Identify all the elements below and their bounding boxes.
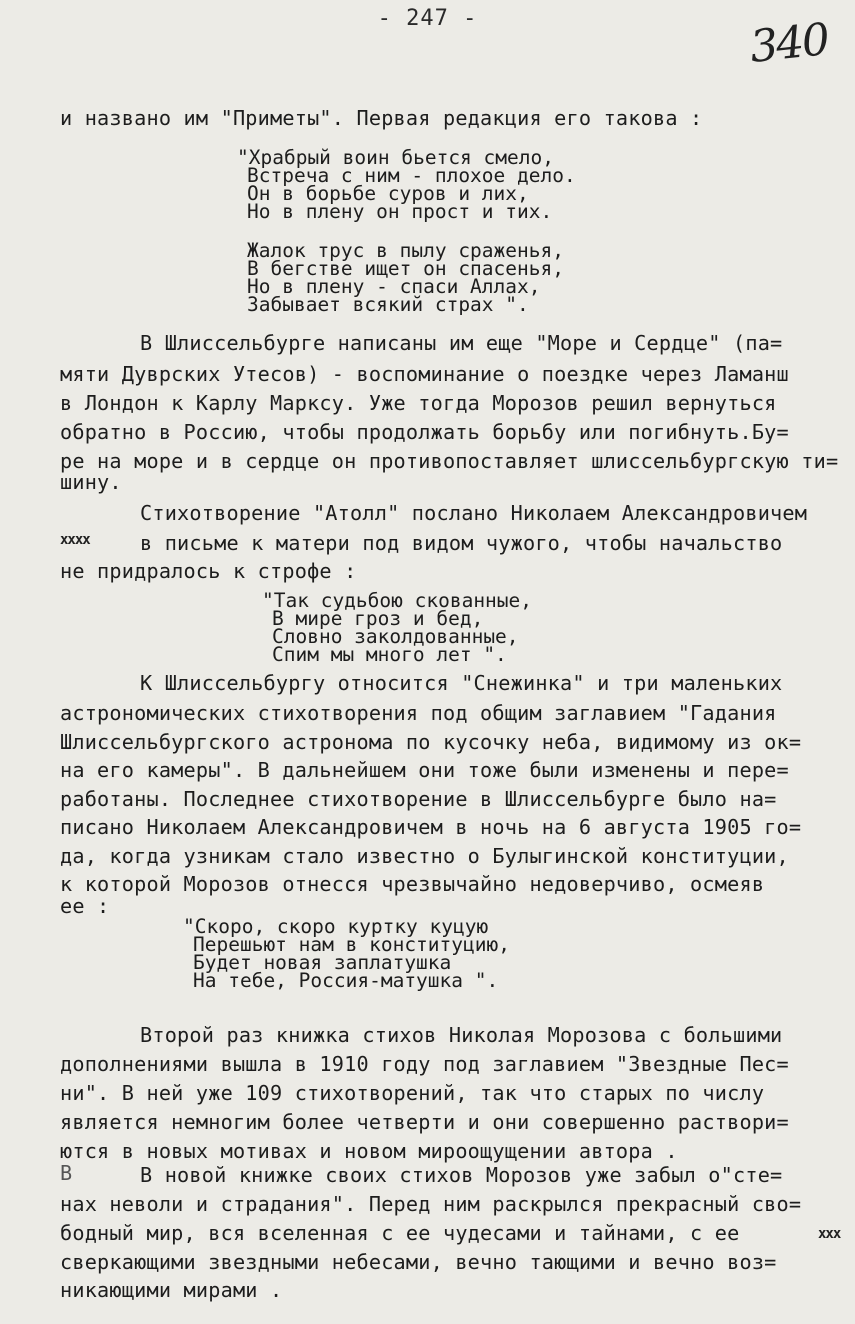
archive-number-handwritten: 340 — [747, 14, 831, 73]
text-line: шину. — [60, 470, 122, 494]
text-line: писано Николаем Александровичем в ночь на 6 августа 1905 го= — [60, 815, 802, 839]
text-line: в письме к матери под видом чужого, чтобы начальство — [140, 531, 783, 555]
text-line: работаны. Последнее стихотворение в Шлиссельбурге было на= — [60, 787, 777, 811]
text-line: бодный мир, вся вселенная с ее чудесами и тайнами, с ее — [60, 1221, 740, 1245]
text-line: Стихотворение "Атолл" послано Николаем Александровичем — [140, 501, 808, 525]
verse-line: Будет новая заплатушка — [193, 951, 452, 974]
text-line: обратно в Россию, чтобы продолжать борьбу или погибнуть.Бу= — [60, 420, 789, 444]
text-line: мяти Дуврских Утесов) - воспоминание о поездке через Ламанш — [60, 362, 789, 386]
text-line: не придралось к строфе : — [60, 559, 357, 583]
text-line: к которой Морозов отнесся чрезвычайно недоверчиво, осмеяв — [60, 872, 765, 896]
verse-line: Словно заколдованные, — [272, 625, 519, 648]
text-line: К Шлиссельбургу относится "Снежинка" и три маленьких — [140, 671, 783, 695]
text-line: никающими мирами . — [60, 1278, 283, 1302]
margin-note: В — [60, 1161, 73, 1185]
text-line: нах неволи и страдания". Перед ним раскрылся прекрасный сво= — [60, 1192, 802, 1216]
text-line: астрономических стихотворения под общим заглавием "Гадания — [60, 701, 777, 725]
verse-line: Он в борьбе суров и лих, — [247, 182, 529, 205]
verse-line: В бегстве ищет он спасенья, — [247, 257, 564, 280]
text-line: ются в новых мотивах и новом мироощущении автора . — [60, 1139, 678, 1163]
verse-line: Жалок трус в пылу сраженья, — [247, 239, 564, 262]
verse-line: В мире гроз и бед, — [272, 607, 484, 630]
verse-line: "Храбрый воин бьется смело, — [237, 146, 554, 169]
text-line: ее : — [60, 894, 110, 918]
verse-line: "Скоро, скоро куртку куцую — [183, 915, 489, 938]
text-line: сверкающими звездными небесами, вечно тающими и вечно воз= — [60, 1250, 777, 1274]
text-line: да, когда узникам стало известно о Булыгинской конституции, — [60, 844, 789, 868]
text-line: Второй раз книжка стихов Николая Морозова с большими — [140, 1023, 783, 1047]
text-line: В новой книжке своих стихов Морозов уже забыл о"сте= — [140, 1163, 783, 1187]
verse-line: Забывает всякий страх ". — [247, 293, 529, 316]
verse-line: Встреча с ним - плохое дело. — [247, 164, 576, 187]
text-line: и названо им "Приметы". Первая редакция его такова : — [60, 106, 703, 130]
text-line: Шлиссельбургского астронома по кусочку неба, видимому из ок= — [60, 730, 802, 754]
verse-line: Спим мы много лет ". — [272, 643, 507, 666]
text-line: В Шлиссельбурге написаны им еще "Море и Сердце" (па= — [140, 331, 783, 355]
struck-out-word: xxxx — [60, 532, 90, 548]
text-line: является немногим более четверти и они совершенно раствори= — [60, 1110, 789, 1134]
verse-line: На тебе, Россия-матушка ". — [193, 969, 499, 992]
verse-line: Но в плену - спаси Аллах, — [247, 275, 541, 298]
text-line: ни". В ней уже 109 стихотворений, так что старых по числу — [60, 1081, 765, 1105]
text-line: дополнениями вышла в 1910 году под заглавием "Звездные Пес= — [60, 1052, 789, 1076]
verse-line: "Так судьбою скованные, — [262, 589, 533, 612]
verse-line: Перешьют нам в конституцию, — [193, 933, 510, 956]
verse-line: Но в плену он прост и тих. — [247, 200, 553, 223]
text-line: ре на море и в сердце он противопоставляет шлиссельбургскую ти= — [60, 449, 839, 473]
page-number: - 247 - — [377, 6, 478, 31]
text-line: на его камеры". В дальнейшем они тоже были изменены и пере= — [60, 758, 789, 782]
struck-out-word: xxx — [818, 1226, 841, 1242]
text-line: в Лондон к Карлу Марксу. Уже тогда Морозов решил вернуться — [60, 391, 777, 415]
